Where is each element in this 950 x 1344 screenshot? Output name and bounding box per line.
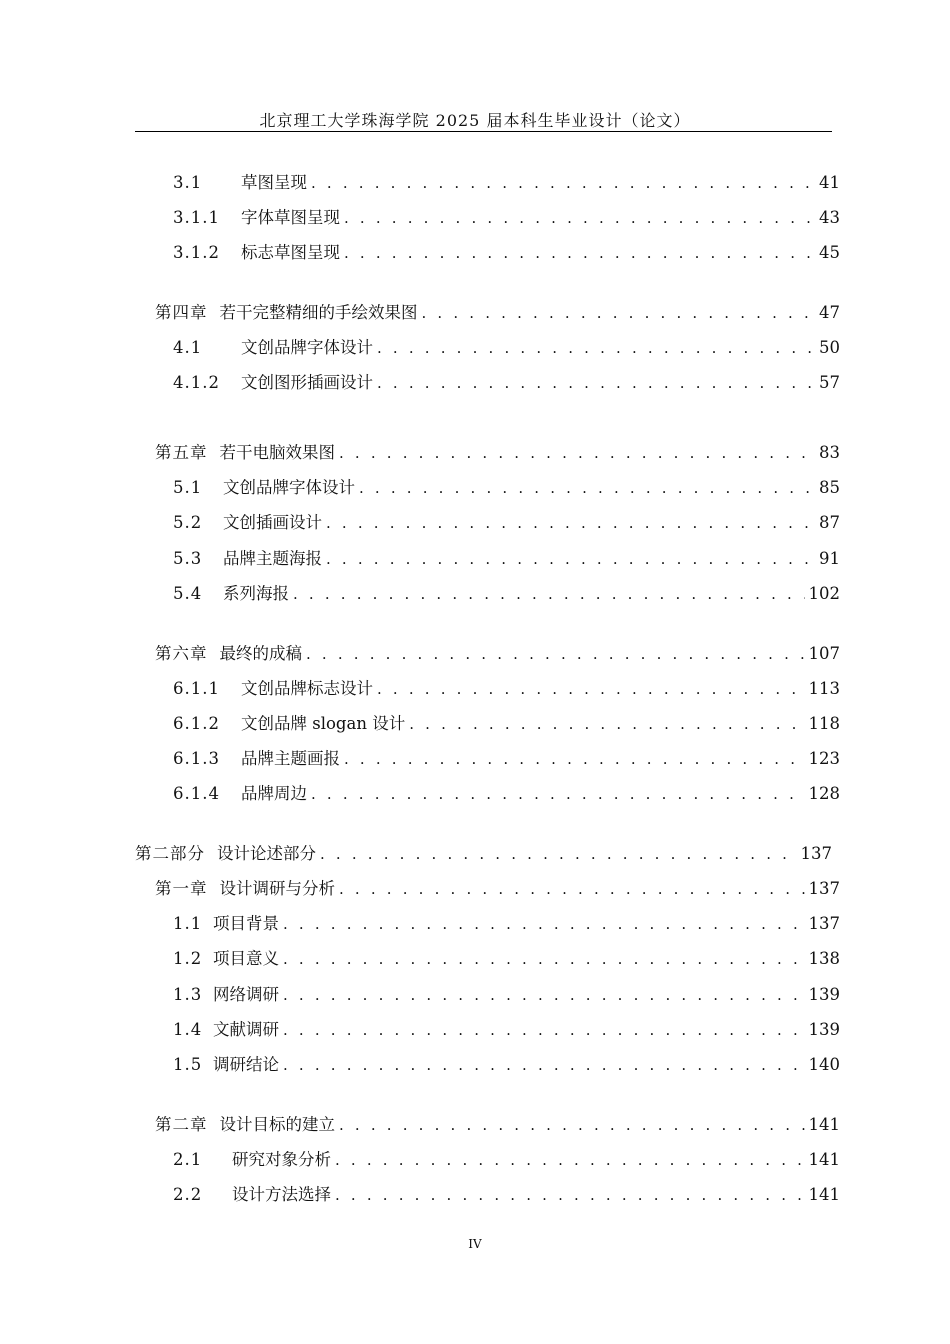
toc-entry-number: 6.1.2 xyxy=(173,714,220,733)
toc-entry[interactable] xyxy=(173,745,840,769)
dot-leader xyxy=(339,444,815,462)
toc-entry[interactable] xyxy=(173,545,840,569)
dot-leader xyxy=(377,339,815,357)
toc-entry-title: 标志草图呈现 xyxy=(241,243,340,262)
toc-entry-number: 2.2 xyxy=(173,1185,203,1204)
toc-entry[interactable] xyxy=(173,474,840,498)
toc-entry-page: 83 xyxy=(819,443,840,462)
dot-leader xyxy=(320,845,797,863)
toc-entry-number: 4.1 xyxy=(173,338,203,357)
toc-entry-number: 第六章 xyxy=(155,644,208,663)
dot-leader xyxy=(344,244,815,262)
toc-entry[interactable] xyxy=(173,334,840,358)
toc-entry[interactable] xyxy=(173,1146,840,1170)
dot-leader xyxy=(326,550,815,568)
toc-entry[interactable] xyxy=(155,299,840,323)
dot-leader xyxy=(339,1116,805,1134)
toc-entry-title: 草图呈现 xyxy=(241,173,307,192)
toc-entry[interactable] xyxy=(173,1181,840,1205)
dot-leader xyxy=(344,209,815,227)
dot-leader xyxy=(306,645,805,663)
toc-entry-title: 项目背景 xyxy=(213,914,279,933)
toc-entry-title: 字体草图呈现 xyxy=(241,208,340,227)
toc-entry-number: 5.4 xyxy=(173,584,203,603)
toc-entry-page: 140 xyxy=(808,1055,840,1074)
toc-entry-page: 50 xyxy=(819,338,840,357)
dot-leader xyxy=(283,915,805,933)
toc-entry-title: 调研结论 xyxy=(213,1055,279,1074)
toc-entry-page: 139 xyxy=(808,1020,840,1039)
toc-entry-page: 87 xyxy=(819,513,840,532)
toc-entry-title: 设计调研与分析 xyxy=(219,879,335,898)
toc-entry-page: 141 xyxy=(808,1115,840,1134)
toc-entry-number: 2.1 xyxy=(173,1150,203,1169)
toc-entry-number: 第二章 xyxy=(155,1115,208,1134)
toc-entry-number: 1.2 xyxy=(173,949,203,968)
toc-entry-title: 研究对象分析 xyxy=(232,1150,331,1169)
toc-entry-number: 1.4 xyxy=(173,1020,203,1039)
toc-entry-number: 1.5 xyxy=(173,1055,203,1074)
toc-entry-title: 文创插画设计 xyxy=(223,513,322,532)
toc-entry-title: 文创图形插画设计 xyxy=(241,373,373,392)
toc-entry-page: 137 xyxy=(808,879,840,898)
dot-leader xyxy=(377,680,805,698)
toc-entry-number: 4.1.2 xyxy=(173,373,220,392)
toc-entry-number: 3.1.2 xyxy=(173,243,220,262)
dot-leader xyxy=(339,880,805,898)
toc-entry-number: 3.1 xyxy=(173,173,203,192)
toc-entry-title: 品牌周边 xyxy=(241,784,307,803)
toc-entry-number: 第一章 xyxy=(155,879,208,898)
toc-entry[interactable] xyxy=(173,1016,840,1040)
toc-entry-number: 5.3 xyxy=(173,549,203,568)
toc-entry-page: 128 xyxy=(808,784,840,803)
toc-entry-number: 6.1.4 xyxy=(173,784,220,803)
toc-entry-number: 5.2 xyxy=(173,513,203,532)
toc-entry-title: 文创品牌 slogan 设计 xyxy=(241,714,406,733)
toc-entry[interactable] xyxy=(173,910,840,934)
toc-entry-title: 若干完整精细的手绘效果图 xyxy=(219,303,418,322)
toc-entry-number: 第二部分 xyxy=(135,844,205,863)
toc-entry-page: 137 xyxy=(800,844,832,863)
toc-entry[interactable] xyxy=(173,780,840,804)
toc-entry-title: 设计目标的建立 xyxy=(219,1115,335,1134)
toc-entry-page: 141 xyxy=(808,1150,840,1169)
toc-entry[interactable] xyxy=(173,981,840,1005)
toc-entry[interactable] xyxy=(173,1051,840,1075)
toc-entry-title: 若干电脑效果图 xyxy=(219,443,335,462)
dot-leader xyxy=(409,715,804,733)
dot-leader xyxy=(311,174,815,192)
toc-entry-page: 85 xyxy=(819,478,840,497)
toc-entry-title: 品牌主题画报 xyxy=(241,749,340,768)
toc-entry-title: 文献调研 xyxy=(213,1020,279,1039)
toc-entry-page: 107 xyxy=(808,644,840,663)
toc-entry-page: 139 xyxy=(808,985,840,1004)
dot-leader xyxy=(344,750,805,768)
toc-entry-number: 5.1 xyxy=(173,478,203,497)
toc-entry[interactable] xyxy=(155,1111,840,1135)
toc-entry[interactable] xyxy=(173,710,840,734)
toc-entry[interactable] xyxy=(173,945,840,969)
dot-leader xyxy=(293,585,805,603)
toc-entry[interactable] xyxy=(173,369,840,393)
toc-entry-title: 设计方法选择 xyxy=(232,1185,331,1204)
toc-entry-number: 1.1 xyxy=(173,914,203,933)
dot-leader xyxy=(335,1186,805,1204)
toc-entry-number: 6.1.3 xyxy=(173,749,220,768)
toc-entry-page: 113 xyxy=(808,679,840,698)
toc-entry-page: 45 xyxy=(819,243,840,262)
toc-entry[interactable] xyxy=(173,204,840,228)
toc-entry-number: 3.1.1 xyxy=(173,208,220,227)
toc-entry-number: 第五章 xyxy=(155,443,208,462)
toc-entry[interactable] xyxy=(155,640,840,664)
toc-entry-title: 项目意义 xyxy=(213,949,279,968)
toc-entry[interactable] xyxy=(155,439,840,463)
toc-entry-title: 品牌主题海报 xyxy=(223,549,322,568)
toc-entry-title: 文创品牌字体设计 xyxy=(223,478,355,497)
toc-entry-page: 137 xyxy=(808,914,840,933)
toc-entry-page: 57 xyxy=(819,373,840,392)
toc-entry-title: 设计论述部分 xyxy=(217,844,316,863)
toc-entry-page: 141 xyxy=(808,1185,840,1204)
toc-entry[interactable] xyxy=(173,169,840,193)
dot-leader xyxy=(326,514,815,532)
toc-entry[interactable] xyxy=(135,840,832,864)
dot-leader xyxy=(377,374,815,392)
toc-entry-title: 文创品牌字体设计 xyxy=(241,338,373,357)
toc-entry[interactable] xyxy=(173,580,840,604)
dot-leader xyxy=(335,1151,805,1169)
page-header-title: 北京理工大学珠海学院 2025 届本科生毕业设计（论文） xyxy=(259,111,691,130)
dot-leader xyxy=(283,1056,805,1074)
toc-entry-title: 文创品牌标志设计 xyxy=(241,679,373,698)
toc-entry-page: 43 xyxy=(819,208,840,227)
toc-entry-page: 41 xyxy=(819,173,840,192)
toc-entry-page: 123 xyxy=(808,749,840,768)
dot-leader xyxy=(283,1021,805,1039)
toc-entry-page: 138 xyxy=(808,949,840,968)
page-number: IV xyxy=(468,1237,482,1251)
dot-leader xyxy=(359,479,815,497)
toc-entry[interactable] xyxy=(173,675,840,699)
toc-entry-page: 118 xyxy=(808,714,840,733)
toc-entry-page: 91 xyxy=(819,549,840,568)
toc-entry-page: 102 xyxy=(808,584,840,603)
toc-entry-title: 最终的成稿 xyxy=(219,644,302,663)
toc-entry-number: 第四章 xyxy=(155,303,208,322)
toc-entry-number: 1.3 xyxy=(173,985,203,1004)
toc-entry[interactable] xyxy=(173,239,840,263)
dot-leader xyxy=(422,304,816,322)
toc-entry-title: 系列海报 xyxy=(223,584,289,603)
toc-entry-page: 47 xyxy=(819,303,840,322)
toc-entry-title: 网络调研 xyxy=(213,985,279,1004)
toc-entry[interactable] xyxy=(155,875,840,899)
toc-entry-number: 6.1.1 xyxy=(173,679,220,698)
dot-leader xyxy=(311,785,805,803)
toc-entry[interactable] xyxy=(173,509,840,533)
dot-leader xyxy=(283,986,805,1004)
dot-leader xyxy=(283,950,805,968)
